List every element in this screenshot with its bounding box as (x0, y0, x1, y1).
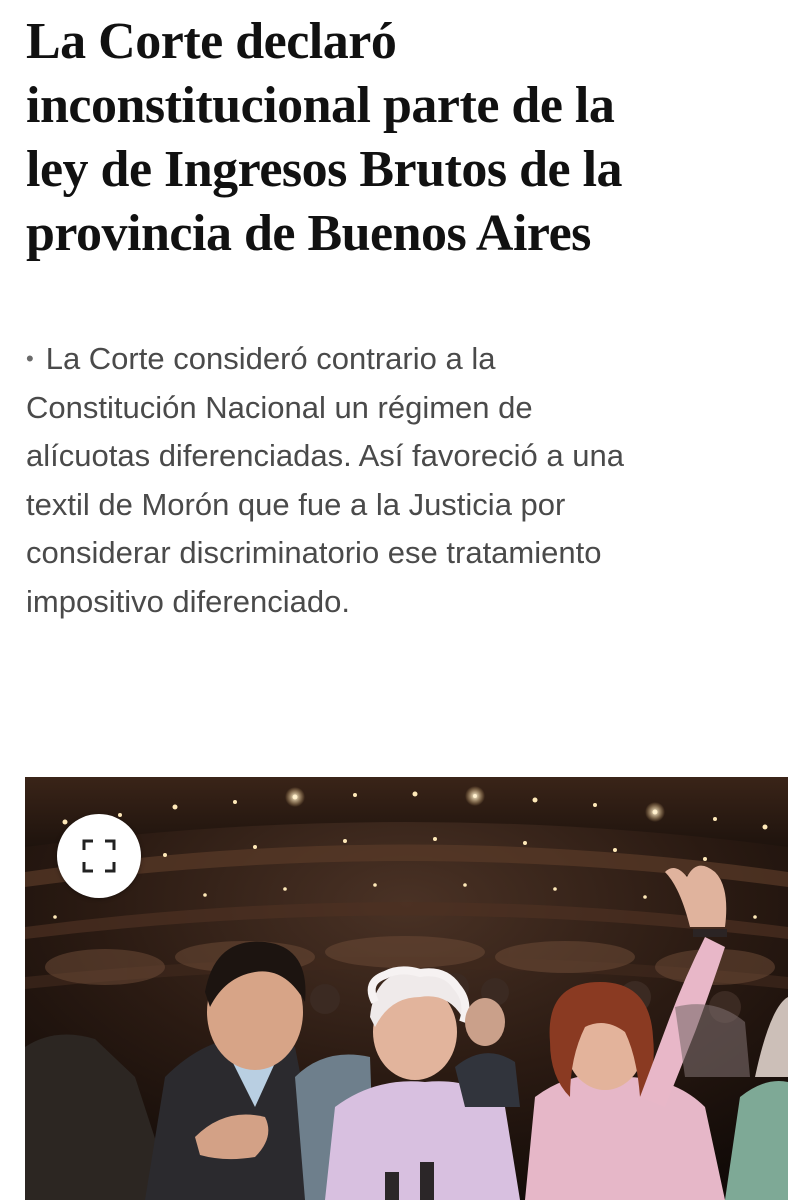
headline-line: inconstitucional parte de la (26, 77, 615, 134)
summary-bullet-item (26, 335, 796, 626)
headline-line: ley de Ingresos Brutos de la (26, 141, 623, 198)
summary-line: alícuotas diferenciadas. Así favoreció a una (26, 438, 624, 473)
expand-icon (81, 838, 117, 874)
headline-line: La Corte declaró (26, 13, 397, 70)
summary-line: Constitución Nacional un régimen de (26, 389, 533, 425)
article-header (26, 10, 796, 266)
article-summary (26, 335, 796, 626)
headline-line: provincia de Buenos Aires (26, 205, 591, 262)
expand-photo-button[interactable] (57, 814, 141, 898)
summary-line: considerar discriminatorio ese tratamiento (26, 535, 602, 570)
summary-line: textil de Morón que fue a la Justicia por (26, 486, 566, 522)
headline (26, 10, 796, 266)
article-photo[interactable] (25, 777, 788, 1200)
photo-scene (25, 777, 788, 1200)
summary-line: impositivo diferenciado. (26, 583, 350, 619)
bullet-icon: • (26, 346, 34, 371)
summary-line: La Corte consideró contrario a la (45, 341, 496, 376)
